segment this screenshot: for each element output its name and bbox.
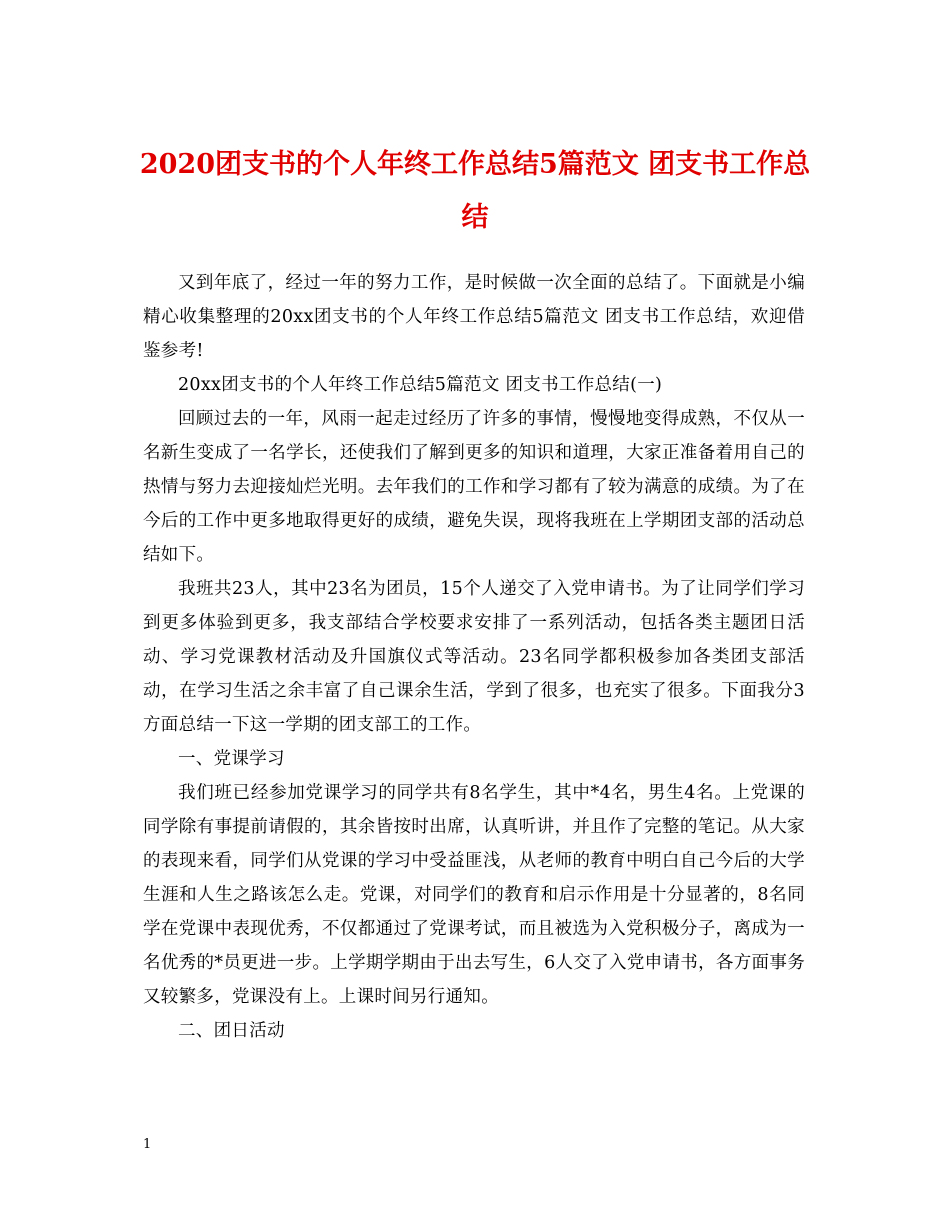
review-paragraph: 回顾过去的一年，风雨一起走过经历了许多的事情，慢慢地变得成熟，不仅从一名新生变成了一名学长，还使我们了解到更多的知识和道理，大家正准备着用自己的热情与努力去迎接灿烂光明。去年我们的工作和学习都有了较为满意的成绩。为了在今后的工作中更多地取得更好的成绩，避免失误，现将我班在上学期团支部的活动总结如下。	[143, 409, 805, 565]
class-summary-paragraph: 我班共23人，其中23名为团员，15个人递交了入党申请书。为了让同学们学习到更多体验到更多，我支部结合学校要求安排了一系列活动，包括各类主题团日活动、学习党课教材活动及升国旗仪式等活动。23名同学都积极参加各类团支部活动，在学习生活之余丰富了自己课余生活，学到了很多，也充实了很多。下面我分3方面总结一下这一学期的团支部工的工作。	[143, 579, 805, 735]
party-course-paragraph: 我们班已经参加党课学习的同学共有8名学生，其中*4名，男生4名。上党课的同学除有事提前请假的，其余皆按时出席，认真听讲，并且作了完整的笔记。从大家的表现来看，同学们从党课的学习中受益匪浅，从老师的教育中明白自己今后的大学生涯和人生之路该怎么走。党课，对同学们的教育和启示作用是十分显著的，8名同学在党课中表现优秀，不仅都通过了党课考试，而且被选为入党积极分子，离成为一名优秀的*员更进一步。上学期学期由于出去写生，6人交了入党申请书，各方面事务又较繁多，党课没有上。上课时间另行通知。	[143, 783, 805, 1007]
document-body	[143, 266, 805, 1048]
section-heading-part-one: 20xx团支书的个人年终工作总结5篇范文 团支书工作总结(一)	[178, 375, 663, 395]
document-title: 2020团支书的个人年终工作总结5篇范文 团支书工作总结	[139, 149, 811, 233]
intro-paragraph: 又到年底了，经过一年的努力工作，是时候做一次全面的总结了。下面就是小编精心收集整理的20xx团支书的个人年终工作总结5篇范文 团支书工作总结，欢迎借鉴参考!	[143, 273, 805, 361]
heading-league-activity: 二、团日活动	[178, 1021, 285, 1041]
page-number: 1	[143, 1137, 152, 1152]
heading-party-course: 一、党课学习	[178, 749, 285, 769]
